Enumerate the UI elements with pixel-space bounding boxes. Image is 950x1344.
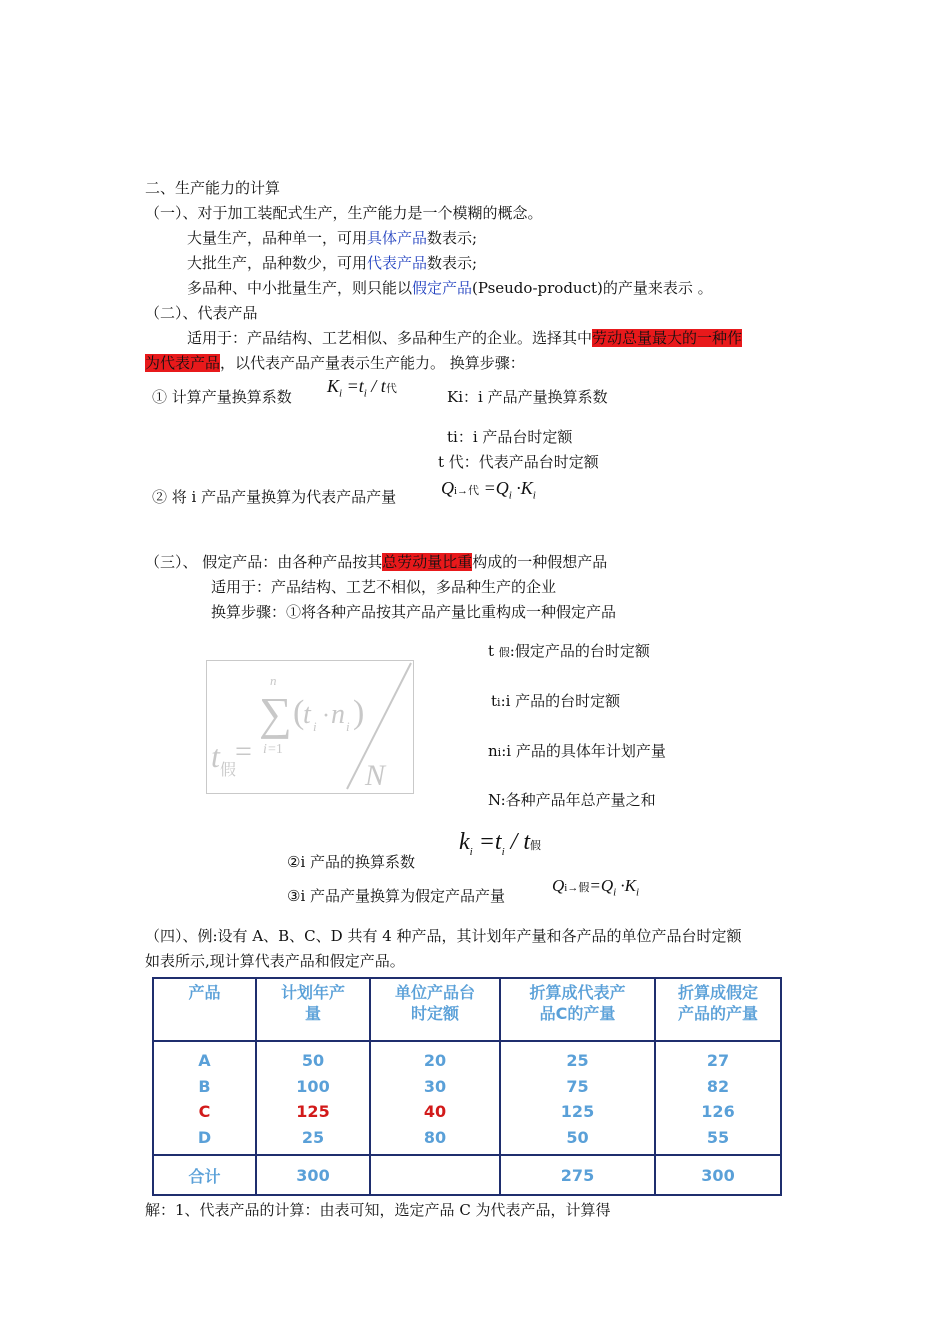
section-2-apply-line-2: 为代表产品，以代表产品产量表示生产能力。 换算步骤： bbox=[145, 354, 525, 372]
svg-text:N: N bbox=[365, 759, 386, 792]
header-plan-output: 计划年产 量 bbox=[256, 978, 370, 1041]
col-pseudo-output bbox=[655, 1041, 781, 1155]
table-cell: 55 bbox=[706, 1127, 730, 1147]
section-3-title: （三）、 假定产品：由各种产品按其总劳动量比重构成的一种假想产品 bbox=[145, 553, 608, 571]
total-representative-output: 275 bbox=[500, 1155, 655, 1195]
svg-text:i: i bbox=[263, 742, 267, 757]
section-2-title: （二）、代表产品 bbox=[145, 304, 258, 322]
section-1-line-3: 多品种、中小批量生产，则只能以假定产品(Pseudo-product)的产量来表示 。 bbox=[187, 279, 713, 297]
term-pseudo-product: 假定产品 bbox=[412, 279, 473, 297]
svg-text:i: i bbox=[346, 719, 350, 734]
step-2-coefficient: ②i 产品的换算系数 bbox=[287, 853, 416, 871]
highlight-as-representative: 为代表产品 bbox=[145, 354, 221, 372]
production-table bbox=[152, 977, 782, 1196]
step-1-label: ① 计算产量换算系数 bbox=[152, 388, 292, 406]
table-cell: 100 bbox=[296, 1076, 330, 1096]
step-3-convert: ③i 产品产量换算为假定产品产量 bbox=[287, 887, 506, 905]
formula-graphic bbox=[207, 661, 413, 793]
col-unit-hours bbox=[370, 1041, 500, 1155]
table-cell: 80 bbox=[423, 1127, 447, 1147]
table-cell: 125 bbox=[560, 1102, 595, 1121]
table-cell: 20 bbox=[423, 1051, 447, 1070]
section-heading: 二、生产能力的计算 bbox=[145, 179, 281, 197]
svg-text:i: i bbox=[313, 719, 317, 734]
svg-text:∑: ∑ bbox=[259, 688, 292, 739]
svg-text:=1: =1 bbox=[268, 742, 283, 757]
section-2-apply-line: 适用于：产品结构、工艺相似、多品种生产的企业。选择其中劳动总量最大的一种作 bbox=[187, 329, 743, 347]
total-pseudo-output: 300 bbox=[655, 1155, 781, 1195]
formula-q-representative: Qi→代 $=Q_i \cdot K_i$ bbox=[441, 478, 536, 502]
svg-text:n: n bbox=[270, 673, 277, 688]
table-cell: 25 bbox=[566, 1051, 589, 1070]
table-cell: 40 bbox=[423, 1102, 447, 1121]
def-N: N:各种产品年总产量之和 bbox=[488, 791, 656, 809]
table-cell: 50 bbox=[566, 1127, 589, 1147]
svg-text:(: ( bbox=[293, 694, 305, 731]
svg-text:n: n bbox=[331, 699, 345, 730]
table-cell: C bbox=[198, 1102, 211, 1121]
step-2-label: ② 将 i 产品产量换算为代表产品产量 bbox=[152, 488, 397, 506]
def-ti: ti：i 产品台时定额 bbox=[447, 428, 573, 446]
svg-text:假: 假 bbox=[220, 762, 237, 779]
table-cell: A bbox=[198, 1051, 211, 1070]
term-specific-product: 具体产品 bbox=[367, 229, 428, 247]
table-cell: D bbox=[197, 1127, 212, 1147]
pseudo-product-formula-image bbox=[206, 660, 414, 794]
formula-ki: $K_i =t_i / t$代 bbox=[327, 376, 397, 400]
highlight-total-labor-ratio: 总劳动量比重 bbox=[382, 553, 473, 571]
section-4-line-2: 如表所示,现计算代表产品和假定产品。 bbox=[145, 952, 405, 970]
solution-line: 解：1、代表产品的计算：由表可知，选定产品 C 为代表产品，计算得 bbox=[145, 1201, 611, 1219]
header-representative-output: 折算成代表产 品C的产量 bbox=[500, 978, 655, 1041]
table-cell: 25 bbox=[301, 1127, 325, 1147]
formula-ki-pseudo: $k_i =t_i / t$假 bbox=[459, 829, 541, 858]
svg-text:t: t bbox=[303, 699, 311, 730]
section-1-line-1: 大量生产，品种单一，可用具体产品数表示; bbox=[187, 229, 478, 247]
table-body-row bbox=[153, 1041, 781, 1155]
formula-q-pseudo: Qi→假$=Q_i \cdot K_i$ bbox=[552, 876, 640, 899]
total-unit-hours bbox=[370, 1155, 500, 1195]
total-label: 合计 bbox=[153, 1155, 256, 1195]
header-unit-hours: 单位产品台 时定额 bbox=[370, 978, 500, 1041]
col-representative-output bbox=[500, 1041, 655, 1155]
table-cell: B bbox=[198, 1076, 211, 1096]
section-4-line-1: （四）、例:设有 A、B、C、D 共有 4 种产品，其计划年产量和各产品的单位产品台时定额 bbox=[145, 927, 742, 945]
total-plan-output: 300 bbox=[256, 1155, 370, 1195]
section-1-line-2: 大批生产，品种数少，可用代表产品数表示; bbox=[187, 254, 478, 272]
highlight-max-labor: 劳动总量最大的一种作 bbox=[592, 329, 743, 347]
header-pseudo-output: 折算成假定 产品的产量 bbox=[655, 978, 781, 1041]
table-cell: 50 bbox=[301, 1051, 325, 1070]
section-1-title: （一）、对于加工装配式生产，生产能力是一个模糊的概念。 bbox=[145, 204, 543, 222]
term-representative-product: 代表产品 bbox=[367, 254, 428, 272]
def-ki: Ki：i 产品产量换算系数 bbox=[447, 388, 608, 406]
table-cell: 30 bbox=[423, 1076, 447, 1096]
table-cell: 75 bbox=[566, 1076, 589, 1096]
header-product: 产品 bbox=[153, 978, 256, 1041]
table-header-row bbox=[153, 978, 781, 1041]
col-plan-output bbox=[256, 1041, 370, 1155]
col-product bbox=[153, 1041, 256, 1155]
def-ni: ni:i 产品的具体年计划产量 bbox=[488, 742, 666, 760]
table-total-row bbox=[153, 1155, 781, 1195]
svg-text:·: · bbox=[322, 703, 330, 729]
svg-text:t: t bbox=[211, 738, 220, 774]
section-3-steps: 换算步骤：①将各种产品按其产品产量比重构成一种假定产品 bbox=[211, 603, 617, 621]
table-cell: 126 bbox=[701, 1102, 735, 1121]
table-cell: 82 bbox=[706, 1076, 730, 1096]
svg-text:=: = bbox=[235, 735, 252, 768]
def-t-pseudo: t 假:假定产品的台时定额 bbox=[488, 642, 650, 660]
table-cell: 27 bbox=[706, 1051, 730, 1070]
svg-text:): ) bbox=[353, 694, 365, 731]
def-ti-pseudo: ti:i 产品的台时定额 bbox=[491, 692, 621, 710]
def-t-representative: t 代：代表产品台时定额 bbox=[438, 453, 599, 471]
section-3-apply: 适用于：产品结构、工艺不相似，多品种生产的企业 bbox=[211, 578, 557, 596]
table-cell: 125 bbox=[296, 1102, 330, 1121]
